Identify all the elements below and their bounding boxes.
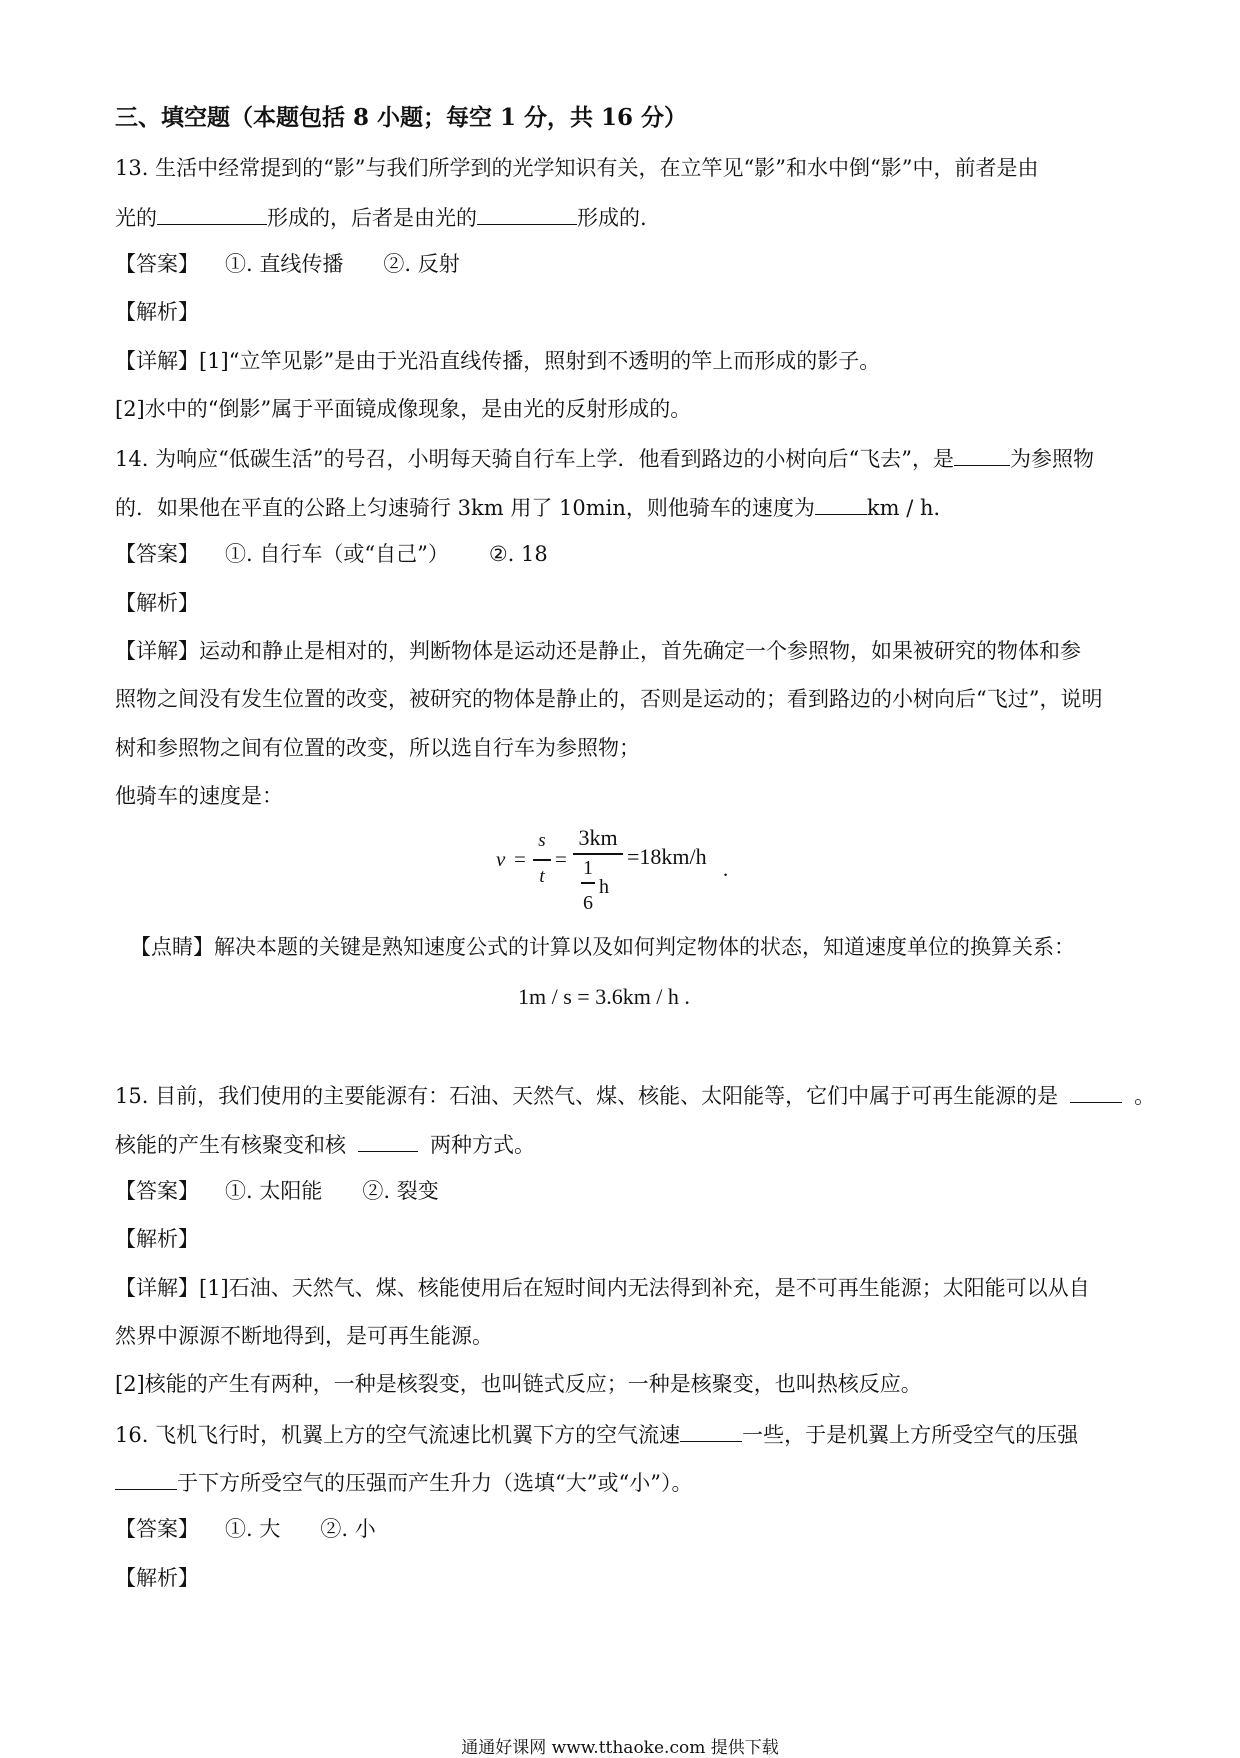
q15-line2: 核能的产生有核聚变和核 两种方式。 — [115, 1133, 535, 1157]
formula-one: 1 — [583, 857, 593, 879]
blank — [815, 496, 867, 515]
q14-detail1: 【详解】运动和静止是相对的，判断物体是运动还是静止，首先确定一个参照物，如果被研究的物体和参 — [115, 639, 1081, 663]
blank — [477, 206, 577, 225]
answer-label: 【答案】 — [115, 252, 199, 276]
fraction-bar — [573, 853, 623, 855]
q13-line2: 光的 形成的，后者是由光的 形成的. — [115, 206, 647, 230]
q13-detail2: [2]水中的“倒影”属于平面镜成像现象，是由光的反射形成的。 — [115, 397, 692, 421]
formula-six: 6 — [583, 892, 593, 914]
q15-detail1: 【详解】[1]石油、天然气、煤、核能使用后在短时间内无法得到补充，是不可再生能源；太阳能可以从自 — [115, 1276, 1090, 1300]
q14-note: 【点睛】解决本题的关键是熟知速度公式的计算以及如何判定物体的状态，知道速度单位的换算关系： — [130, 935, 1075, 959]
formula-numerator: 3km — [578, 825, 618, 850]
blank — [115, 1471, 177, 1490]
q16-line2: 于下方所受空气的压强而产生升力（选填“大”或“小”）。 — [115, 1471, 692, 1494]
blank — [954, 447, 1010, 466]
footer-source: 通通好课网 www.tthaoke.com 提供下载 — [461, 1738, 779, 1758]
q14-line1: 14. 为响应“低碳生活”的号召，小明每天骑自行车上学．他看到路边的小树向后“飞去”，是 为参照物 — [115, 447, 1095, 471]
formula-v: v — [496, 847, 506, 871]
q15-answer: 【答案】 ①. 太阳能 ②. 裂变 — [115, 1179, 439, 1203]
formula-s: s — [538, 830, 546, 851]
q15-analysis-label: 【解析】 — [115, 1227, 199, 1251]
fraction-bar — [533, 859, 551, 861]
q15-line1: 15. 目前，我们使用的主要能源有：石油、天然气、煤、核能、太阳能等，它们中属于可再生能源的是 。 — [115, 1084, 1156, 1108]
answer-label: 【答案】 — [115, 1179, 199, 1203]
q15-detail3: [2]核能的产生有两种，一种是核裂变，也叫链式反应；一种是核聚变，也叫热核反应。 — [115, 1372, 922, 1396]
q14-detail4: 他骑车的速度是： — [115, 784, 283, 808]
formula-eq1: = — [514, 847, 526, 871]
blank — [680, 1423, 742, 1442]
formula-dot: . — [723, 857, 729, 881]
answer-label: 【答案】 — [115, 542, 199, 566]
formula-t: t — [539, 866, 545, 887]
formula-h: h — [599, 876, 609, 898]
blank — [358, 1133, 418, 1152]
fraction-bar — [581, 882, 595, 884]
unit-conversion: 1m / s = 3.6km / h . — [518, 984, 690, 1009]
answer-label: 【答案】 — [115, 1517, 199, 1541]
q13-answer: 【答案】 ①. 直线传播 ②. 反射 — [115, 252, 460, 276]
q13-line1: 13. 生活中经常提到的“影”与我们所学到的光学知识有关，在立竿见“影”和水中倒“影”中，前者是由 — [115, 156, 1039, 180]
q13-detail1: 【详解】[1]“立竿见影”是由于光沿直线传播，照射到不透明的竿上而形成的影子。 — [115, 349, 881, 373]
formula-eq2: = — [555, 847, 567, 871]
q16-answer: 【答案】 ①. 大 ②. 小 — [115, 1517, 376, 1541]
q14-detail2: 照物之间没有发生位置的改变，被研究的物体是静止的，否则是运动的；看到路边的小树向后“飞过”，说明 — [115, 687, 1103, 711]
blank — [157, 206, 267, 225]
section-title: 三、填空题（本题包括 8 小题；每空 1 分，共 16 分） — [115, 104, 688, 131]
q14-analysis-label: 【解析】 — [115, 591, 199, 615]
formula-result: =18km/h — [627, 844, 707, 869]
q15-detail2: 然界中源源不断地得到，是可再生能源。 — [115, 1324, 493, 1348]
q14-line2: 的．如果他在平直的公路上匀速骑行 3km 用了 10min，则他骑车的速度为 km / h． — [115, 496, 955, 520]
q16-analysis-label: 【解析】 — [115, 1566, 199, 1590]
q13-analysis-label: 【解析】 — [115, 300, 199, 324]
blank — [1070, 1084, 1122, 1103]
q16-line1: 16. 飞机飞行时，机翼上方的空气流速比机翼下方的空气流速 一些，于是机翼上方所受空气的压强 — [115, 1423, 1079, 1447]
q14-answer: 【答案】 ①. 自行车（或“自己”） ②. 18 — [115, 542, 548, 566]
q14-detail3: 树和参照物之间有位置的改变，所以选自行车为参照物； — [115, 736, 640, 760]
